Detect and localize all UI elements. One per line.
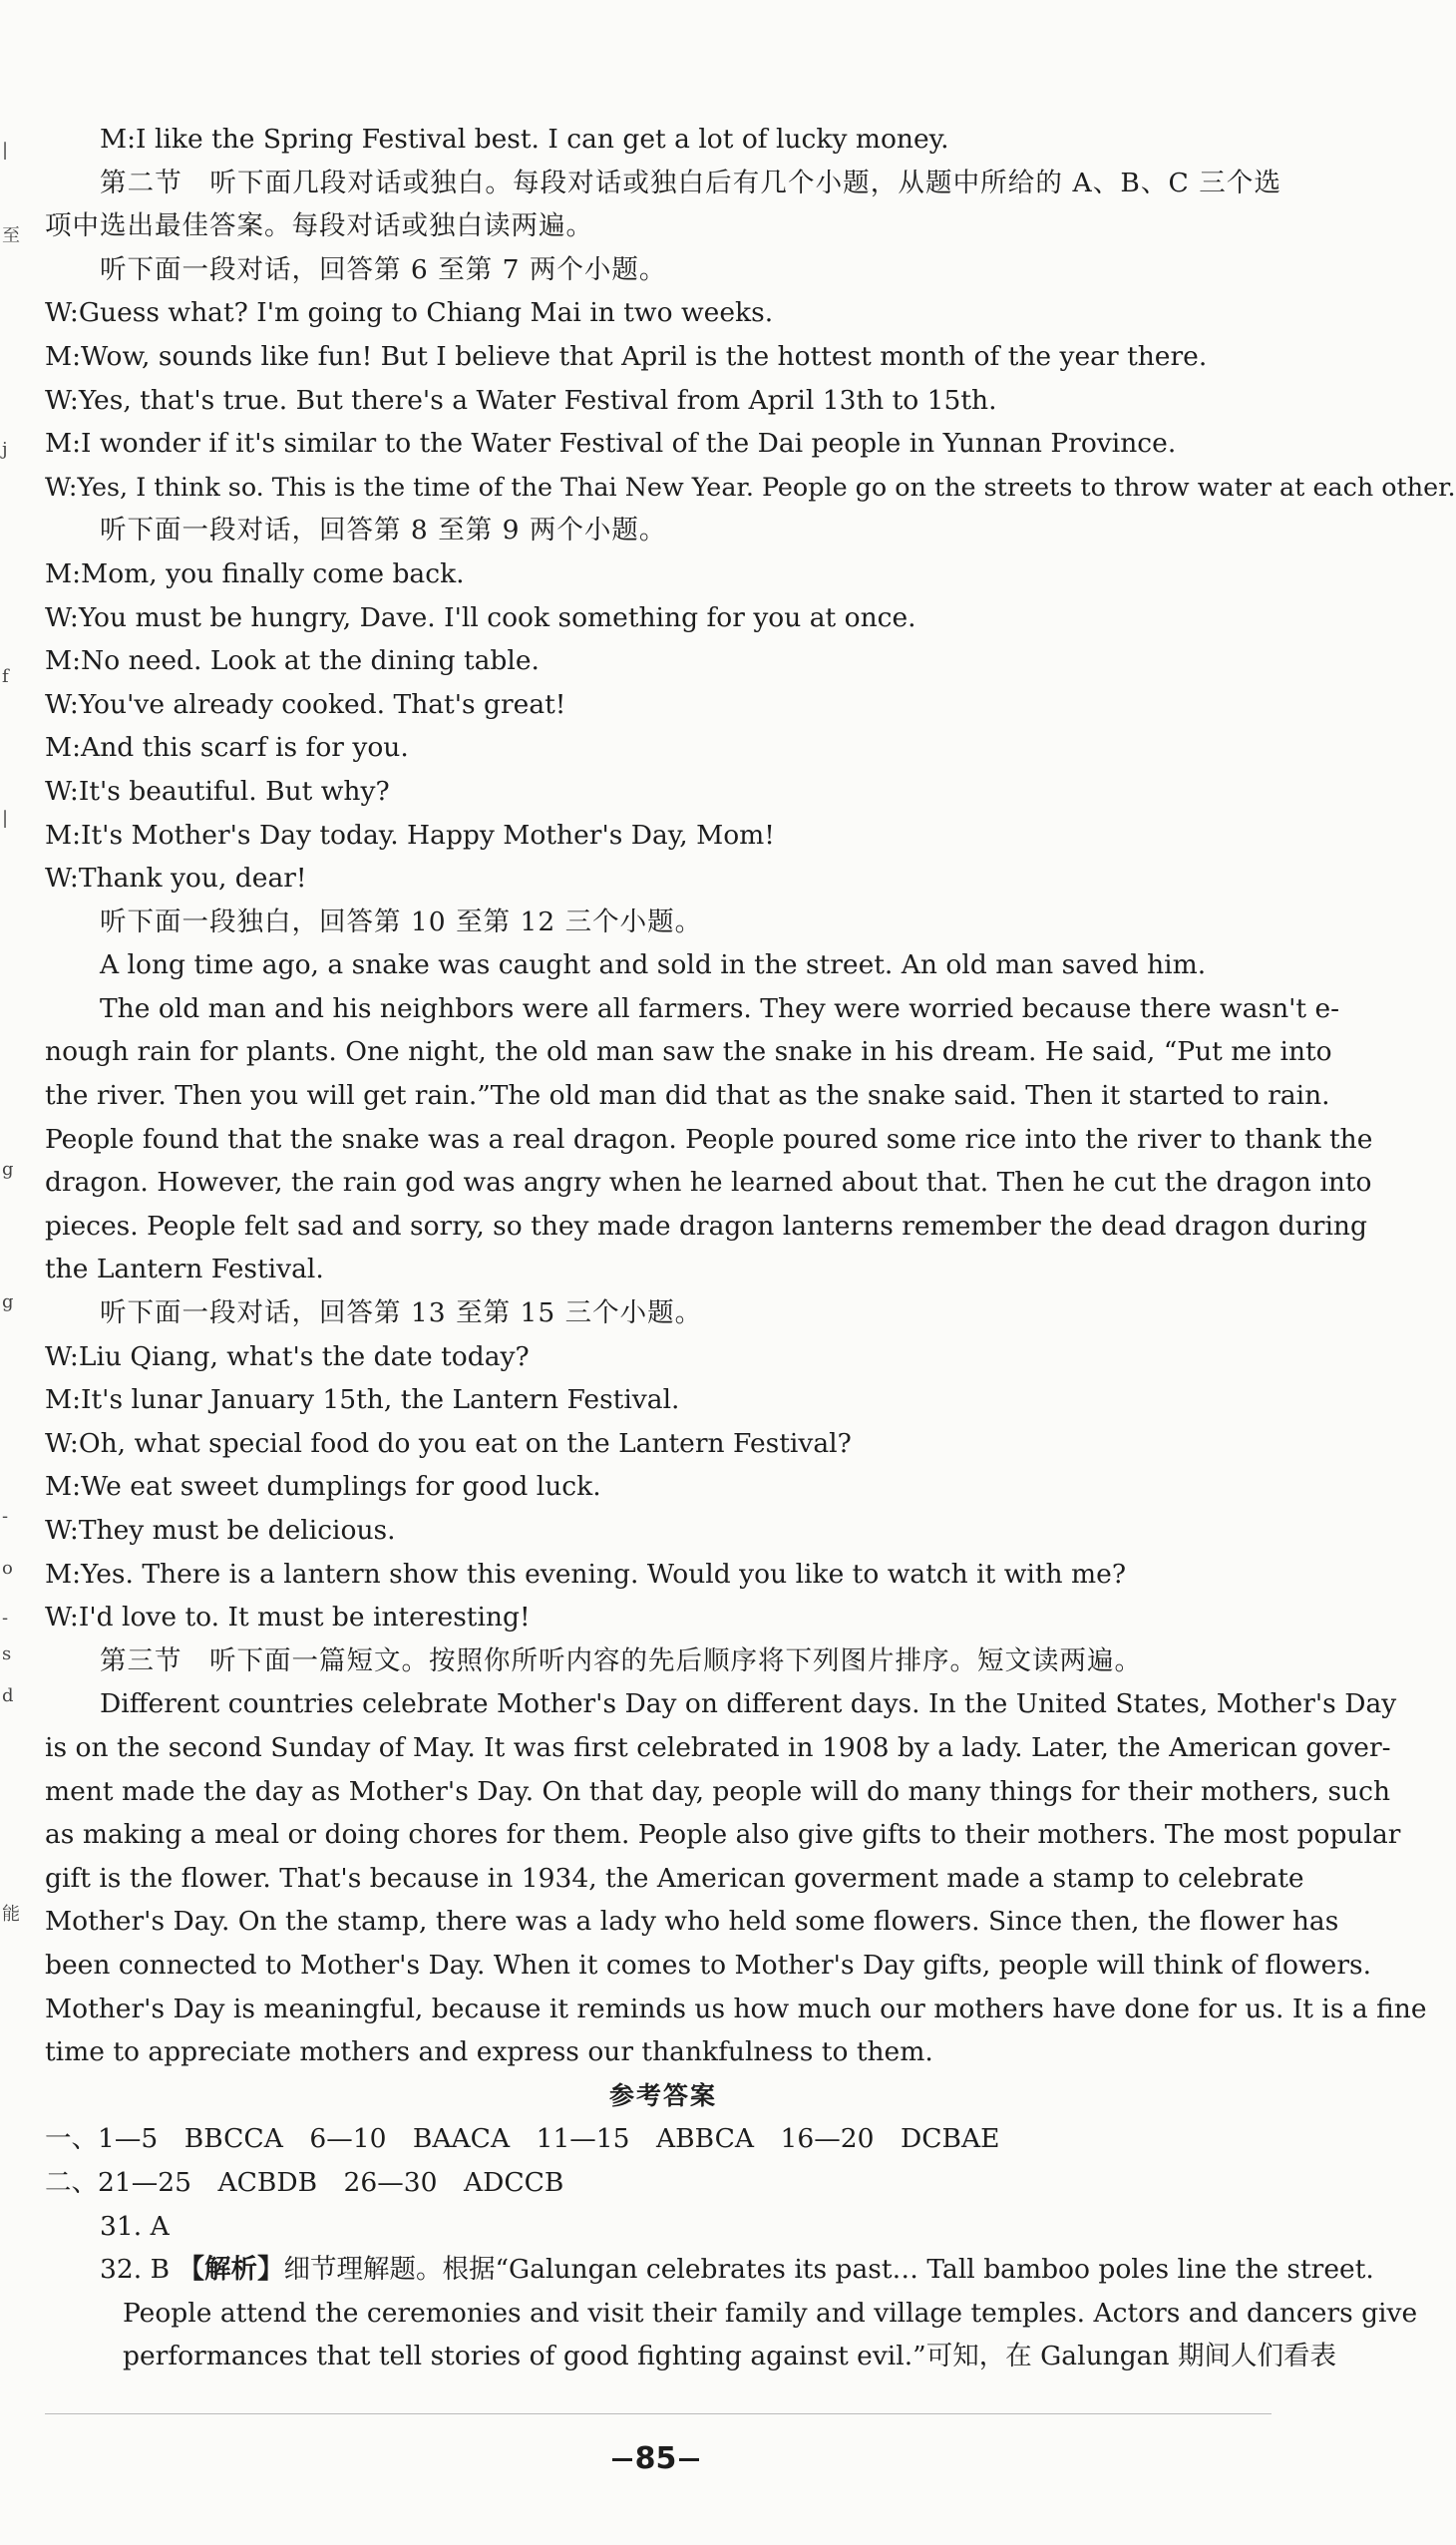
dialogue-intro: 听下面一段对话，回答第 6 至第 7 两个小题。 [100, 253, 667, 285]
monologue-text: A long time ago, a snake was caught and sold in the street. An old man saved him. [100, 949, 1207, 981]
section2-heading: 第二节 听下面几段对话或独白。每段对话或独白后有几个小题，从题中所给的 A、B、C 三个选 [100, 167, 1281, 198]
margin-mark: 能 [2, 1904, 20, 1925]
answer-row: 二、21—25 ACBDB 26—30 ADCCB [45, 2166, 564, 2198]
passage-text: ment made the day as Mother's Day. On that day, people will do many things for their mothers, such [45, 1775, 1391, 1807]
analysis-text: performances that tell stories of good fighting against evil.”可知，在 Galungan 期间人们看表 [123, 2341, 1336, 2372]
dialogue-line: W:Yes, that's true. But there's a Water Festival from April 13th to 15th. [45, 384, 997, 416]
margin-mark: - [2, 1608, 9, 1629]
dialogue-line: M:It's Mother's Day today. Happy Mother's Day, Mom! [45, 819, 775, 851]
monologue-text: the river. Then you will get rain.”The old man did that as the snake said. Then it started to rain. [45, 1080, 1330, 1112]
answer-key-title: 参考答案 [608, 2080, 717, 2110]
dialogue-line: M:And this scarf is for you. [45, 732, 409, 764]
dialogue-line: M:Mom, you finally come back. [45, 557, 465, 589]
dialogue-line: M:I like the Spring Festival best. I can get a lot of lucky money. [100, 124, 949, 155]
dialogue-line: W:I'd love to. It must be interesting! [45, 1602, 531, 1634]
monologue-text: The old man and his neighbors were all farmers. They were worried because there wasn't e- [100, 992, 1340, 1024]
passage-text: gift is the flower. That's because in 1934, the American goverment made a stamp to celebrate [45, 1862, 1304, 1894]
dialogue-line: M:Wow, sounds like fun! But I believe that April is the hottest month of the year there. [45, 340, 1208, 372]
margin-mark: | [2, 808, 9, 829]
passage-text: Mother's Day is meaningful, because it reminds us how much our mothers have done for us. It is a fine [45, 1993, 1427, 2024]
margin-mark: g [2, 1291, 14, 1312]
passage-text: time to appreciate mothers and express our thankfulness to them. [45, 2036, 933, 2068]
monologue-text: nough rain for plants. One night, the old man saw the snake in his dream. He said, “Put me into [45, 1036, 1332, 1068]
section2-heading-cont: 项中选出最佳答案。每段对话或独白读两遍。 [45, 210, 593, 242]
analysis-text: 细节理解题。根据“Galungan celebrates its past… Tall bamboo poles line the street. [283, 2254, 1374, 2286]
answer-32-number: 32. B [100, 2254, 171, 2286]
margin-mark: | [2, 140, 9, 161]
margin-mark: - [2, 1506, 9, 1527]
passage-text: Different countries celebrate Mother's Day on different days. In the United States, Mother's Day [100, 1688, 1397, 1720]
dialogue-line: M:It's lunar January 15th, the Lantern Festival. [45, 1384, 680, 1416]
margin-mark: f [2, 666, 9, 687]
monologue-text: the Lantern Festival. [45, 1254, 324, 1285]
monologue-intro: 听下面一段独白，回答第 10 至第 12 三个小题。 [100, 906, 703, 937]
monologue-text: People found that the snake was a real dragon. People poured some rice into the river to thank the [45, 1123, 1373, 1155]
analysis-tag: 【解析】 [178, 2254, 284, 2286]
monologue-text: pieces. People felt sad and sorry, so they made dragon lanterns remember the dead dragon during [45, 1210, 1367, 1242]
analysis-text: People attend the ceremonies and visit their family and village temples. Actors and dancers give [123, 2297, 1418, 2329]
dialogue-line: M:Yes. There is a lantern show this evening. Would you like to watch it with me? [45, 1558, 1127, 1590]
dialogue-line: W:Yes, I think so. This is the time of the Thai New Year. People go on the streets to throw water at each other. [45, 471, 1456, 502]
margin-mark: g [2, 1159, 14, 1180]
passage-text: is on the second Sunday of May. It was first celebrated in 1908 by a lady. Later, the American gover- [45, 1731, 1391, 1763]
dialogue-intro: 听下面一段对话，回答第 13 至第 15 三个小题。 [100, 1297, 703, 1329]
margin-mark: s [2, 1643, 12, 1664]
dialogue-line: M:No need. Look at the dining table. [45, 645, 540, 677]
margin-mark: o [2, 1558, 13, 1579]
section3-heading: 第三节 听下面一篇短文。按照你所听内容的先后顺序将下列图片排序。短文读两遍。 [100, 1644, 1142, 1676]
footer-rule [45, 2413, 1272, 2414]
passage-text: Mother's Day. On the stamp, there was a lady who held some flowers. Since then, the flower has [45, 1906, 1339, 1938]
dialogue-intro: 听下面一段对话，回答第 8 至第 9 两个小题。 [100, 515, 667, 546]
page-number-value: 85 [634, 2441, 677, 2476]
binding-margin [0, 0, 20, 2545]
page-number [0, 2441, 1311, 2476]
passage-text: as making a meal or doing chores for them. People also give gifts to their mothers. The most popular [45, 1819, 1401, 1851]
dialogue-line: W:You must be hungry, Dave. I'll cook something for you at once. [45, 601, 916, 633]
dialogue-line: W:Oh, what special food do you eat on the Lantern Festival? [45, 1427, 852, 1459]
dialogue-line: M:We eat sweet dumplings for good luck. [45, 1471, 601, 1503]
answer-row: 一、1—5 BBCCA 6—10 BAACA 11—15 ABBCA 16—20 DCBAE [45, 2123, 1000, 2155]
dialogue-line: W:Liu Qiang, what's the date today? [45, 1340, 530, 1372]
dialogue-line: M:I wonder if it's similar to the Water Festival of the Dai people in Yunnan Province. [45, 428, 1177, 460]
monologue-text: dragon. However, the rain god was angry when he learned about that. Then he cut the dragon into [45, 1167, 1372, 1199]
dialogue-line: W:Thank you, dear! [45, 863, 307, 895]
dialogue-line: W:They must be delicious. [45, 1515, 396, 1546]
answer-32 [45, 2248, 1374, 2292]
page-number-dash [612, 2458, 632, 2461]
dialogue-line: W:It's beautiful. But why? [45, 775, 390, 807]
answer-key-page [45, 118, 1456, 2378]
margin-mark: j [2, 439, 8, 460]
dialogue-line: W:You've already cooked. That's great! [45, 688, 566, 720]
passage-text: been connected to Mother's Day. When it comes to Mother's Day gifts, people will think of flowers. [45, 1949, 1372, 1981]
page-number-dash [679, 2458, 699, 2461]
dialogue-line: W:Guess what? I'm going to Chiang Mai in two weeks. [45, 297, 774, 329]
answer-31: 31. A [100, 2210, 170, 2242]
margin-mark: 至 [2, 225, 20, 246]
margin-mark: d [2, 1685, 14, 1706]
